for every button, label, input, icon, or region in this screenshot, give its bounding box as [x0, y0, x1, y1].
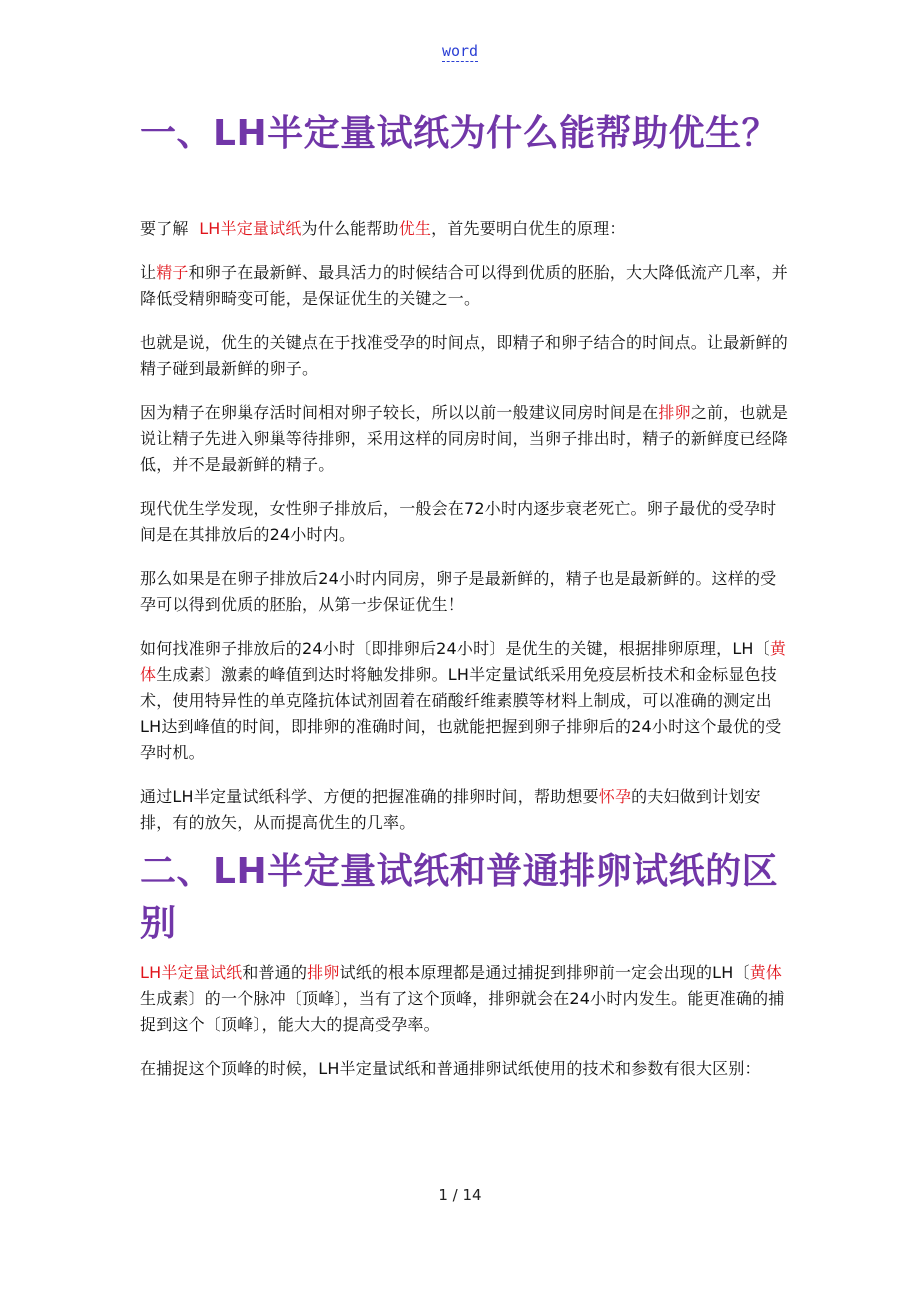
section1-heading: 一、LH半定量试纸为什么能帮助优生？	[140, 113, 779, 154]
keyword-corpus-luteum-2[interactable]: 黄体	[749, 963, 783, 982]
keyword-ovulation-2[interactable]: 排卵	[307, 963, 340, 982]
keyword-lh-test-strip[interactable]: LH半定量试纸	[199, 219, 302, 238]
section1-paragraph-8: 通过LH半定量试纸科学、方便的把握准确的排卵时间，帮助想要怀孕的夫妇做到计划安排，有的放矢，从而提高优生的几率。	[140, 787, 761, 832]
section1-paragraph-1: 要了解 LH半定量试纸为什么能帮助优生，首先要明白优生的原理：	[140, 219, 626, 238]
section1-paragraph-3: 也就是说，优生的关键点在于找准受孕的时间点，即精子和卵子结合的时间点。让最新鲜的精子碰到最新鲜的卵子。	[140, 333, 789, 378]
keyword-ovulation[interactable]: 排卵	[658, 403, 691, 422]
keyword-corpus-luteum[interactable]: 黄体	[140, 639, 787, 684]
section1-paragraph-5: 现代优生学发现，女性卵子排放后，一般会在72小时内逐步衰老死亡。卵子最优的受孕时间是在其排放后的24小时内。	[140, 499, 777, 544]
section1-paragraph-6: 那么如果是在卵子排放后24小时内同房，卵子是最新鲜的，精子也是最新鲜的。这样的受孕可以得到优质的胚胎，从第一步保证优生！	[140, 569, 777, 614]
section2-paragraph-1: LH半定量试纸和普通的排卵试纸的根本原理都是通过捕捉到排卵前一定会出现的LH〔黄体生成素〕的一个脉冲〔顶峰〕，当有了这个顶峰，排卵就会在24小时内发生。能更准确的捕捉到这个〔顶峰〕，能大大的提高受孕率。	[140, 963, 785, 1034]
header-word-link[interactable]	[0, 41, 920, 61]
header-link-text[interactable]: word	[441, 42, 479, 60]
keyword-eugenics[interactable]: 优生	[398, 219, 432, 238]
section2-paragraph-2: 在捕捉这个顶峰的时候，LH半定量试纸和普通排卵试纸使用的技术和参数有很大区别：	[140, 1059, 761, 1078]
page-number: 1 / 14	[438, 1186, 482, 1204]
section1-paragraph-2: 让精子和卵子在最新鲜、最具活力的时候结合可以得到优质的胚胎，大大降低流产几率，并降低受精卵畸变可能，是保证优生的关键之一。	[140, 263, 789, 308]
section1-paragraph-7: 如何找准卵子排放后的24小时〔即排卵后24小时〕是优生的关键，根据排卵原理，LH〔黄体生成素〕激素的峰值到达时将触发排卵。LH半定量试纸采用免疫层析技术和金标显色技术，使用特异性的单克隆抗体试剂固着在硝酸纤维素膜等材料上制成，可以准确的测定出LH达到峰值的时间，即排卵的准确时间，也就能把握到卵子排卵后的24小时这个最优的受孕时机。	[140, 639, 787, 762]
keyword-sperm[interactable]: 精子	[156, 263, 189, 282]
section1-paragraph-4: 因为精子在卵巢存活时间相对卵子较长，所以以前一般建议同房时间是在排卵之前，也就是说让精子先进入卵巢等待排卵，采用这样的同房时间，当卵子排出时，精子的新鲜度已经降低，并不是最新鲜的精子。	[140, 403, 789, 474]
keyword-lh-test-strip-2[interactable]: LH半定量试纸	[140, 963, 243, 982]
document-body	[140, 108, 790, 1082]
section2-heading: 二、LH半定量试纸和普通排卵试纸的区别	[140, 851, 779, 944]
keyword-pregnancy[interactable]: 怀孕	[598, 787, 632, 806]
